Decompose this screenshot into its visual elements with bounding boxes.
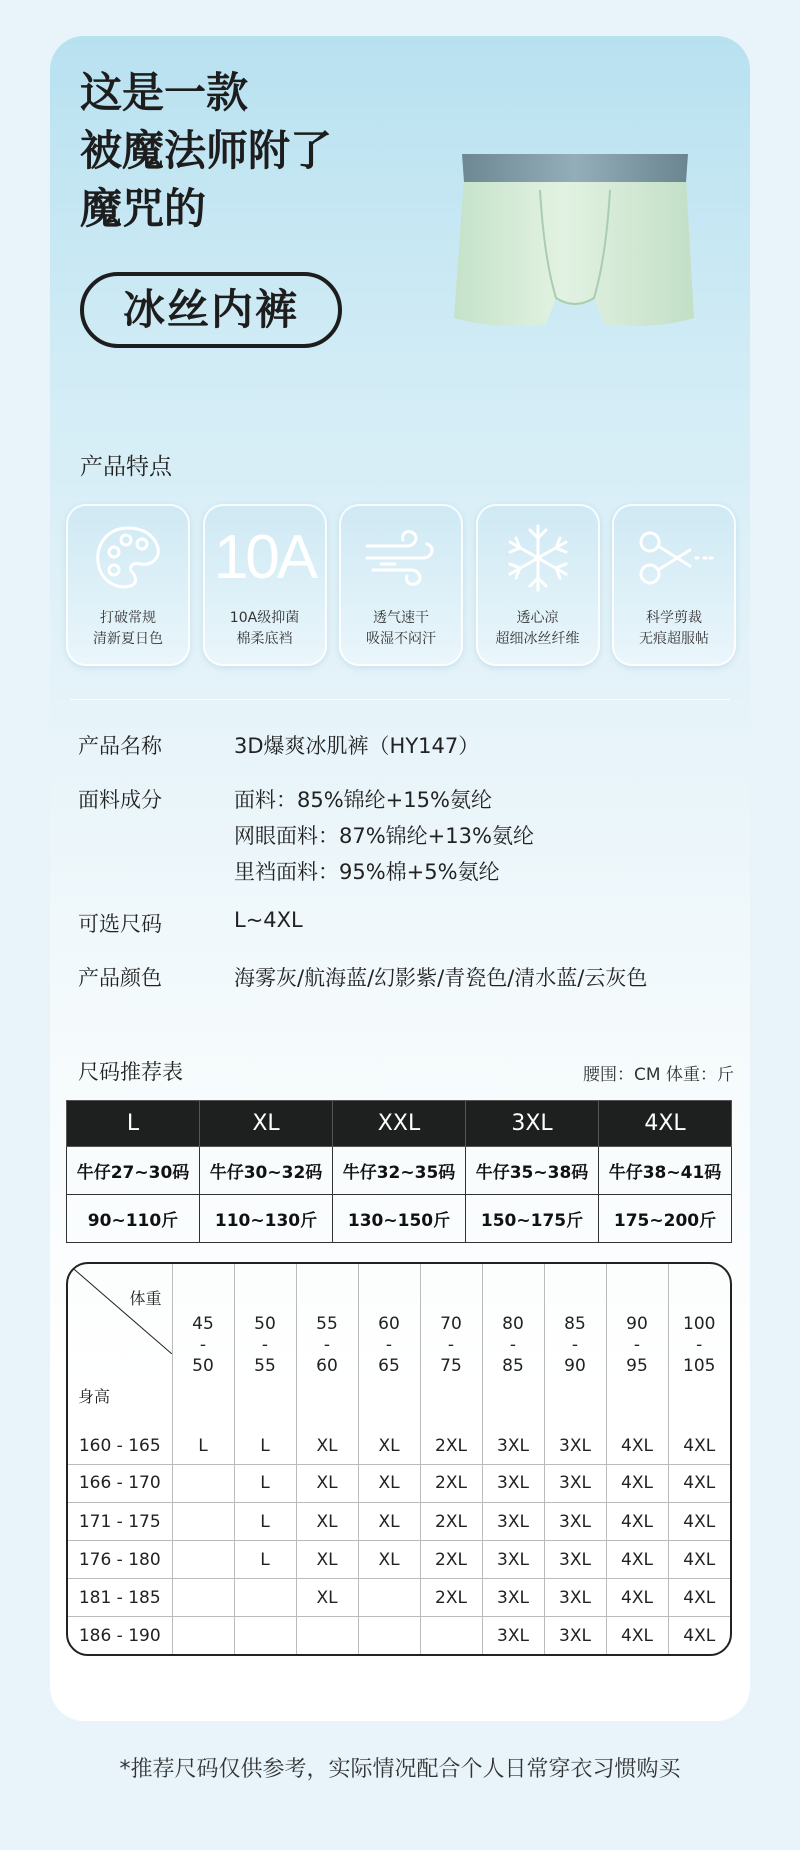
size-cell xyxy=(172,1464,234,1502)
weight-col-header xyxy=(606,1264,668,1427)
size-cell xyxy=(172,1541,234,1579)
feature-label: 透心凉 xyxy=(516,610,559,626)
size-cell: XL xyxy=(358,1503,420,1541)
weight-col-header xyxy=(668,1264,730,1427)
spec-name-label: 产品名称 xyxy=(78,734,162,758)
size-cell: 3XL xyxy=(482,1427,544,1464)
size-cell: 3XL xyxy=(482,1617,544,1654)
size-header: XL xyxy=(200,1101,333,1147)
weight-col-value: - xyxy=(199,1335,207,1356)
weight-col-value: - xyxy=(323,1335,331,1356)
weight-col-value: 95 xyxy=(626,1356,648,1377)
grid-row xyxy=(68,1503,730,1541)
feature-sublabel: 清新夏日色 xyxy=(93,631,163,647)
size-cell: 3XL xyxy=(544,1541,606,1579)
size-cell: 3XL xyxy=(544,1579,606,1617)
size-cell xyxy=(172,1579,234,1617)
diagonal-line xyxy=(68,1264,172,1354)
waist-row xyxy=(67,1147,732,1195)
weight-col-value: - xyxy=(261,1335,269,1356)
features-row xyxy=(66,504,736,666)
size-cell: L xyxy=(234,1503,296,1541)
size-cell: L xyxy=(234,1464,296,1502)
weight-axis-label: 体重 xyxy=(129,1289,162,1308)
weight-col-value: - xyxy=(633,1335,641,1356)
weight-col-value: - xyxy=(385,1335,393,1356)
weight-col-value: 60 xyxy=(316,1356,338,1377)
size-cell: XL xyxy=(358,1541,420,1579)
size-cell: 4XL xyxy=(668,1541,730,1579)
size-cell xyxy=(172,1617,234,1654)
size-cell: 3XL xyxy=(482,1541,544,1579)
size-header: XXL xyxy=(333,1101,466,1147)
height-weight-table xyxy=(68,1264,730,1654)
antibacterial-10a-icon: 10A xyxy=(213,523,316,592)
feature-label: 科学剪裁 xyxy=(646,610,702,626)
size-cell: XL xyxy=(296,1579,358,1617)
feature-card-cool xyxy=(476,504,600,666)
size-cell: XL xyxy=(296,1464,358,1502)
weight-col-value: - xyxy=(571,1335,579,1356)
palette-icon xyxy=(88,518,168,598)
spec-size-value: L~4XL xyxy=(234,908,303,932)
size-cell: XL xyxy=(358,1427,420,1464)
size-cell: 2XL xyxy=(420,1541,482,1579)
spec-fabric-value-1: 面料：85%锦纶+15%氨纶 xyxy=(234,788,492,812)
feature-card-tailoring xyxy=(612,504,736,666)
grid-header-row xyxy=(68,1264,730,1427)
spec-size-label: 可选尺码 xyxy=(78,912,162,936)
waist-cell: 牛仔27~30码 xyxy=(67,1147,200,1195)
weight-col-value: 90 xyxy=(626,1314,648,1335)
spec-color-label: 产品颜色 xyxy=(78,966,162,990)
size-cell: 2XL xyxy=(420,1427,482,1464)
wind-icon xyxy=(361,518,441,598)
weight-col-value: 85 xyxy=(564,1314,586,1335)
size-cell: 4XL xyxy=(606,1464,668,1502)
weight-cell: 150~175斤 xyxy=(466,1195,599,1243)
waist-cell: 牛仔38~41码 xyxy=(599,1147,732,1195)
grid-row xyxy=(68,1617,730,1654)
divider xyxy=(70,699,730,700)
size-cell xyxy=(234,1579,296,1617)
size-cell: 4XL xyxy=(668,1427,730,1464)
weight-col-value: 85 xyxy=(502,1356,524,1377)
size-cell: 4XL xyxy=(668,1579,730,1617)
size-cell: 3XL xyxy=(544,1464,606,1502)
feature-card-palette xyxy=(66,504,190,666)
size-cell: L xyxy=(234,1541,296,1579)
weight-col-header xyxy=(296,1264,358,1427)
size-cell: L xyxy=(172,1427,234,1464)
weight-col-header xyxy=(358,1264,420,1427)
size-cell xyxy=(358,1617,420,1654)
weight-col-value: 65 xyxy=(378,1356,400,1377)
grid-row xyxy=(68,1541,730,1579)
weight-col-header xyxy=(172,1264,234,1427)
size-cell: 4XL xyxy=(683,1625,716,1646)
headline xyxy=(80,64,332,238)
weight-col-value: 50 xyxy=(254,1314,276,1335)
weight-col-value: 75 xyxy=(440,1356,462,1377)
size-cell: XL xyxy=(296,1427,358,1464)
size-header: 4XL xyxy=(599,1101,732,1147)
weight-col-value: 70 xyxy=(440,1314,462,1335)
weight-col-value: 60 xyxy=(378,1314,400,1335)
grid-row xyxy=(68,1464,730,1502)
weight-col-header xyxy=(420,1264,482,1427)
spec-fabric-value-2: 网眼面料：87%锦纶+13%氨纶 xyxy=(234,824,534,848)
size-cell: XL xyxy=(358,1464,420,1502)
size-cell: 3XL xyxy=(544,1503,606,1541)
size-cell xyxy=(234,1617,296,1654)
weight-col-value: - xyxy=(696,1335,703,1356)
size-chart-unit: 腰围：CM 体重：斤 xyxy=(583,1065,734,1085)
size-cell: 3XL xyxy=(482,1579,544,1617)
feature-label: 10A级抑菌 xyxy=(229,610,300,626)
size-cell: 4XL xyxy=(606,1579,668,1617)
size-cell: 2XL xyxy=(420,1579,482,1617)
weight-col-value: 45 xyxy=(192,1314,214,1335)
waist-cell: 牛仔35~38码 xyxy=(466,1147,599,1195)
size-cell: 2XL xyxy=(420,1464,482,1502)
size-cell: XL xyxy=(296,1503,358,1541)
weight-row xyxy=(67,1195,732,1243)
headline-line-1: 这是一款 xyxy=(80,68,249,117)
waist-cell: 牛仔30~32码 xyxy=(200,1147,333,1195)
height-range: 166 - 170 xyxy=(68,1464,172,1502)
weight-col-value: 50 xyxy=(192,1356,214,1377)
weight-col-header xyxy=(544,1264,606,1427)
size-chart-title: 尺码推荐表 xyxy=(78,1060,183,1084)
feature-card-breathable xyxy=(339,504,463,666)
size-cell: 3XL xyxy=(544,1427,606,1464)
weight-cell: 90~110斤 xyxy=(67,1195,200,1243)
product-type-pill: 冰丝内裤 xyxy=(80,272,342,348)
height-weight-grid xyxy=(66,1262,732,1656)
size-cell: L xyxy=(234,1427,296,1464)
size-cell xyxy=(172,1503,234,1541)
size-cell: 4XL xyxy=(668,1503,730,1541)
height-axis-label: 身高 xyxy=(78,1387,111,1407)
weight-col-value: 90 xyxy=(564,1356,586,1377)
weight-col-value: 100 xyxy=(683,1314,716,1335)
product-image xyxy=(444,148,706,348)
grid-corner xyxy=(68,1264,172,1427)
size-cell: 2XL xyxy=(420,1503,482,1541)
height-range: 160 - 165 xyxy=(68,1427,172,1464)
size-cell: 3XL xyxy=(544,1617,606,1654)
weight-col-value: 105 xyxy=(683,1356,716,1377)
snowflake-icon xyxy=(498,518,578,598)
footer-note: *推荐尺码仅供参考，实际情况配合个人日常穿衣习惯购买 xyxy=(119,1757,681,1782)
spec-color-value: 海雾灰/航海蓝/幻影紫/青瓷色/清水蓝/云灰色 xyxy=(234,966,648,990)
size-cell: 4XL xyxy=(668,1464,730,1502)
feature-sublabel: 吸湿不闷汗 xyxy=(366,631,436,647)
weight-col-value: 55 xyxy=(316,1314,338,1335)
grid-row xyxy=(68,1579,730,1617)
waist-cell: 牛仔32~35码 xyxy=(333,1147,466,1195)
weight-col-value: 80 xyxy=(502,1314,524,1335)
feature-label: 透气速干 xyxy=(373,610,429,626)
weight-col-header xyxy=(482,1264,544,1427)
size-cell xyxy=(358,1579,420,1617)
weight-cell: 110~130斤 xyxy=(200,1195,333,1243)
feature-label: 打破常规 xyxy=(100,610,156,626)
headline-line-3: 魔咒的 xyxy=(80,184,207,233)
feature-sublabel: 无痕超服帖 xyxy=(639,631,709,647)
size-cell: 4XL xyxy=(606,1617,668,1654)
height-range: 171 - 175 xyxy=(68,1503,172,1541)
size-header-row xyxy=(67,1101,732,1147)
size-header: L xyxy=(67,1101,200,1147)
size-cell: 4XL xyxy=(606,1427,668,1464)
headline-line-2: 被魔法师附了 xyxy=(80,126,333,175)
height-range: 176 - 180 xyxy=(68,1541,172,1579)
height-range: 181 - 185 xyxy=(68,1579,172,1617)
height-range: 186 - 190 xyxy=(68,1617,172,1654)
scissors-icon xyxy=(634,518,714,598)
weight-col-value: - xyxy=(447,1335,455,1356)
grid-row xyxy=(68,1427,730,1464)
size-header: 3XL xyxy=(466,1101,599,1147)
features-title: 产品特点 xyxy=(80,454,172,480)
weight-col-value: - xyxy=(509,1335,517,1356)
spec-name-value: 3D爆爽冰肌裤（HY147） xyxy=(234,734,480,758)
size-cell: 3XL xyxy=(482,1503,544,1541)
size-cell: 4XL xyxy=(606,1541,668,1579)
weight-col-value: 55 xyxy=(254,1356,276,1377)
spec-fabric-value-3: 里裆面料：95%棉+5%氨纶 xyxy=(234,860,500,884)
size-cell xyxy=(296,1617,358,1654)
feature-card-antibacterial xyxy=(203,504,327,666)
size-recommend-table xyxy=(66,1100,732,1243)
size-cell: 4XL xyxy=(606,1503,668,1541)
size-cell xyxy=(420,1617,482,1654)
size-cell: XL xyxy=(296,1541,358,1579)
weight-col-header xyxy=(234,1264,296,1427)
spec-fabric-label: 面料成分 xyxy=(78,788,162,812)
product-card xyxy=(50,36,750,1721)
weight-cell: 130~150斤 xyxy=(333,1195,466,1243)
feature-sublabel: 超细冰丝纤维 xyxy=(495,631,580,647)
feature-sublabel: 棉柔底裆 xyxy=(236,631,293,647)
weight-cell: 175~200斤 xyxy=(599,1195,732,1243)
size-cell: 3XL xyxy=(482,1464,544,1502)
